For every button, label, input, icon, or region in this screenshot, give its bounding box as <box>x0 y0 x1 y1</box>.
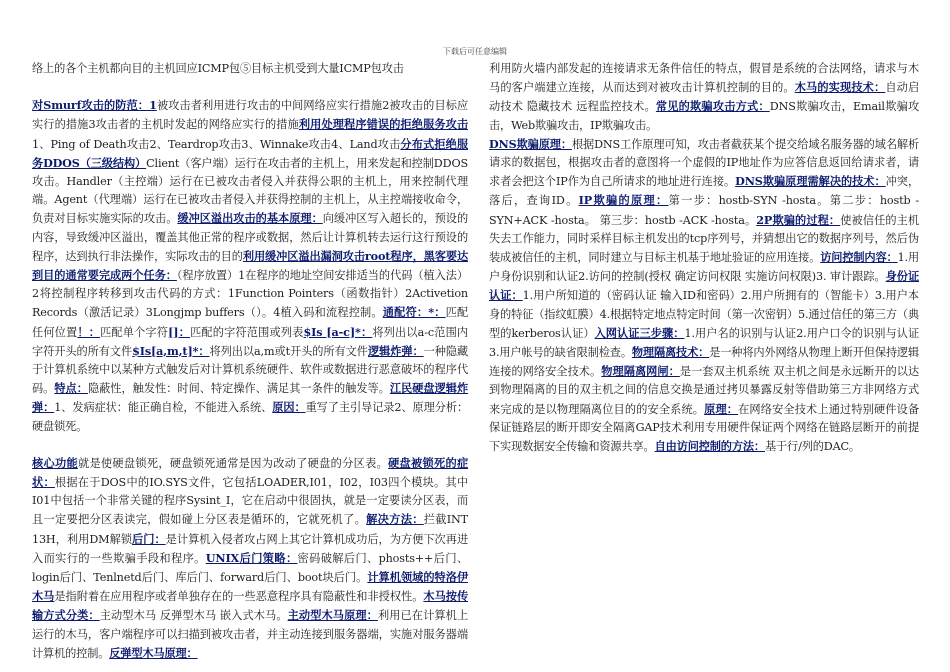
body-text: 根据DNS工作原理可知，攻击者截获某个提交给域名服务器的域名解析请求的数据包，根据攻击者的意图将一个虚假的IP地址作为应答信息返回给请求者，请求者会把这个IP作为自己所请求的地址进行连接。 <box>489 137 919 189</box>
term-heading: 自由访问控制的方法： <box>654 439 765 454</box>
term-heading: []： <box>168 324 191 339</box>
term-heading: 2P欺骗的过程： <box>756 212 841 227</box>
term-heading: 逻辑炸弹： <box>367 343 424 358</box>
term-heading: UNIX后门策略： <box>205 550 298 565</box>
body-text: DNS欺骗攻击，Email欺骗攻击，Web欺骗攻击，IP欺骗攻击。 <box>489 100 919 132</box>
body-text: Client（客户端）运行在攻击者的主机上，用来发起和控制DDOS攻击。Handler（主控端）运行在已被攻击者侵入并获得公职的主机上，用来控制代理端。Agent（代理端）运行在已被攻击者侵入并获得控制的主机上，从主控端接收命令，负责对目标实施实际的攻击。 <box>32 156 468 226</box>
term-heading: 后门： <box>132 531 166 546</box>
body-text: 利用防火墙内部发起的连接请求无条件信任的特点，假冒是系统的合法网络，请求与木马的客户端建立连接，从而达到对被攻击计算机控制的目的。 <box>489 62 919 95</box>
body-text: 是计算机入侵者攻占网上其它计算机成功后，为方便下次再进入而实行的一些欺骗手段和程序。 <box>32 532 469 565</box>
term-heading: 物理隔离技术： <box>631 345 710 360</box>
body-text: 冲突，落后，查询ID。 <box>489 175 920 208</box>
body-text: 重写了主引导记录2、原理分析：硬盘锁死。 <box>32 401 469 433</box>
term-heading: 访问控制内容： <box>820 250 898 265</box>
term-heading: 木马按传输方式分类： <box>32 589 468 623</box>
term-heading: 反弹型木马原理： <box>109 645 198 660</box>
body-text: 根据在于DOS中的IO.SYS文件，它包括LOADER,I01，I02，I03四个模块。其中I01中包括一个非常关键的程序Sysint_I，它在启动中很固执，就是一定要读分区表，而且一定要把分区表读完，假如碰上分区表是循环的，它就死机了。 <box>32 476 469 527</box>
page-header: 下载后可任意编辑 <box>443 47 507 56</box>
term-heading: 利用缓冲区溢出漏洞攻击root程序，黑客要达到目的通常要完成两个任务： <box>32 248 469 283</box>
body-text: 将列出以a-c范围内字符开头的所有文件 <box>32 325 468 358</box>
body-text: 络上的各个主机都向目的主机回应ICMP包⑤目标主机受到大量ICMP包攻击 <box>32 62 404 75</box>
body-text: 主动型木马 反弹型木马 嵌入式木马。 <box>99 609 288 623</box>
term-heading: 主动型木马原理： <box>287 608 378 623</box>
paragraph <box>32 454 468 663</box>
body-text: 是一种将内外网络从物理上断开但保持逻辑连接的网络安全技术。 <box>489 346 920 379</box>
term-heading: 原因： <box>272 400 306 415</box>
term-heading: 硬盘被锁死的症状： <box>32 455 469 490</box>
body-text: 1、Ping of Death攻击2、Teardrop攻击3、Winnake攻击4、Land攻击 <box>32 137 401 151</box>
left-column <box>32 60 468 663</box>
term-heading: 物理隔离网闸： <box>601 364 680 379</box>
term-heading: 身份证认证： <box>489 269 919 303</box>
term-heading: DNS欺骗原理需解决的技术： <box>735 174 886 189</box>
term-heading: 利用处理程序错误的拒绝服务攻击 <box>298 117 468 132</box>
body-text: 利用已在计算机上运行的木马，客户端程序可以扫描到被攻击者，并主动连接到服务器端，实施对服务器端计算机的控制。 <box>32 609 468 660</box>
term-heading: 入网认证三步骤： <box>594 325 685 340</box>
paragraph <box>489 60 919 135</box>
term-heading: 常见的欺骗攻击方式： <box>655 99 770 114</box>
body-text: 匹配任何位置 <box>32 306 469 339</box>
body-text: 第一步：hostb-SYN -hosta。第二步：hostb -SYN+ACK -hosta。 第三步：hostb -ACK -hosta。 <box>489 194 919 227</box>
term-heading: ！： <box>77 324 101 339</box>
term-heading: $Is [a-c]*： <box>303 324 373 339</box>
term-heading: 特点： <box>54 381 88 396</box>
term-heading: $Is[a,m,t]*： <box>132 343 210 358</box>
term-heading: 解决方法： <box>366 512 424 527</box>
term-heading: 木马的实现技术： <box>794 80 886 95</box>
paragraph <box>32 96 468 436</box>
body-text: （程序放置）1在程序的地址空间安排适当的代码（植入法）2将控制程序转移到攻击代码的方式：1Function Pointers（函数指针）2Activetion Records（激活记录）3Longjmp buffers（）。4植入码和流程控制。 <box>32 269 468 320</box>
paragraph-gap <box>32 78 468 96</box>
body-text: 1.用户所知道的（密码认证 输入ID和密码）2.用户所拥有的（智能卡）3.用户本身的特征（指纹虹膜）4.根据特定地点特定时间（第一次密钥）5.通过信任的第三方（典型的kerberos认证） <box>489 289 919 340</box>
term-heading: 江民硬盘逻辑炸弹： <box>32 381 469 415</box>
body-text: 拦截INT 13H，利用DM解锁 <box>32 513 468 546</box>
body-text: 匹配的字符范围或列表 <box>190 325 304 339</box>
body-text: 被攻击者利用进行攻击的中间网络应实行措施2被攻击的目标应实行的措施3攻击者的主机时发起的网络应实行的措施 <box>32 99 469 132</box>
body-text: 一种隐藏于计算机系统中以某种方式触发后对计算机系统硬件、软件或数据进行恶意破坏的程序代码。 <box>32 344 468 396</box>
term-heading: IP欺骗的原理： <box>578 193 669 208</box>
term-heading: 通配符：*： <box>382 305 446 320</box>
body-text: 自动启动技术 隐藏技术 远程监控技术。 <box>489 81 919 114</box>
term-heading: DNS欺骗原理： <box>489 136 572 151</box>
body-text: 匹配单个字符 <box>100 325 169 339</box>
term-heading: 分布式拒绝服务DDOS（三级结构） <box>32 136 468 170</box>
paragraph-gap <box>32 436 468 454</box>
paragraph <box>489 135 919 456</box>
body-text: 1.用户名的识别与认证2.用户口令的识别与认证3.用户帐号的缺省限制检查。 <box>489 326 919 360</box>
body-text: 隐蔽性，触发性：时间、特定操作、满足其一条件的触发等。 <box>87 382 390 396</box>
body-text: 就是使硬盘锁死，硬盘锁死通常是因为改动了硬盘的分区表。 <box>77 456 389 470</box>
paragraph <box>32 60 468 78</box>
term-heading: 计算机领域的特洛伊木马 <box>32 570 468 604</box>
body-text: 向缓冲区写入超长的，预设的内容，导致缓冲区溢出，覆盖其他正常的程序或数据，然后让计算机转去运行这行预设的程序，达到执行非法操作，实际攻击的目的 <box>32 212 468 263</box>
body-text: 基于行/列的DAC。 <box>764 440 860 454</box>
body-text: 密码破解后门、phosts++后门、login后门、Tenlnetd后门、库后门、forward后门、boot块后门。 <box>32 551 468 585</box>
body-text: 是一套双主机系统 双主机之间是永远断开的以达到物理隔离的目的双主机之间的信息交换是通过拷贝暴露反射等借助第三方非网络方式来完成的是以物理隔离位目的的安全系统。 <box>489 365 920 416</box>
term-heading: 缓冲区溢出攻击的基本原理： <box>177 211 323 226</box>
body-text: 使被信任的主机失去工作能力，同时采样目标主机发出的tcp序列号，并猜想出它的数据序列号，然后伪装成被信任的主机，同时建立与目标主机基于地址验证的应用连接。 <box>489 213 920 265</box>
right-column <box>489 60 919 456</box>
term-heading: 原理： <box>704 401 739 416</box>
body-text: 在网络安全技术上通过特别硬件设备保证链路层的断开即安全隔离GAP技术利用专用硬件保证两个网络在链路层断开的前提下实现数据安全传输和资源共享。 <box>489 402 919 454</box>
term-heading: 核心功能 <box>32 455 78 470</box>
body-text: 1、发病症状：能正确自检，不能进入系统、 <box>54 401 273 415</box>
body-text: 1.用户身份识别和认证2.访问的控制(授权 确定访问权限 实施访问权限)3. 审计跟踪。 <box>489 251 919 284</box>
body-text: 将列出以a,m或t开头的所有文件 <box>209 344 368 358</box>
body-text: 是指附着在应用程序或者单独存在的一些恶意程序具有隐蔽性和非授权性。 <box>54 590 424 604</box>
term-heading: 对Smurf攻击的防范：1 <box>32 98 157 113</box>
